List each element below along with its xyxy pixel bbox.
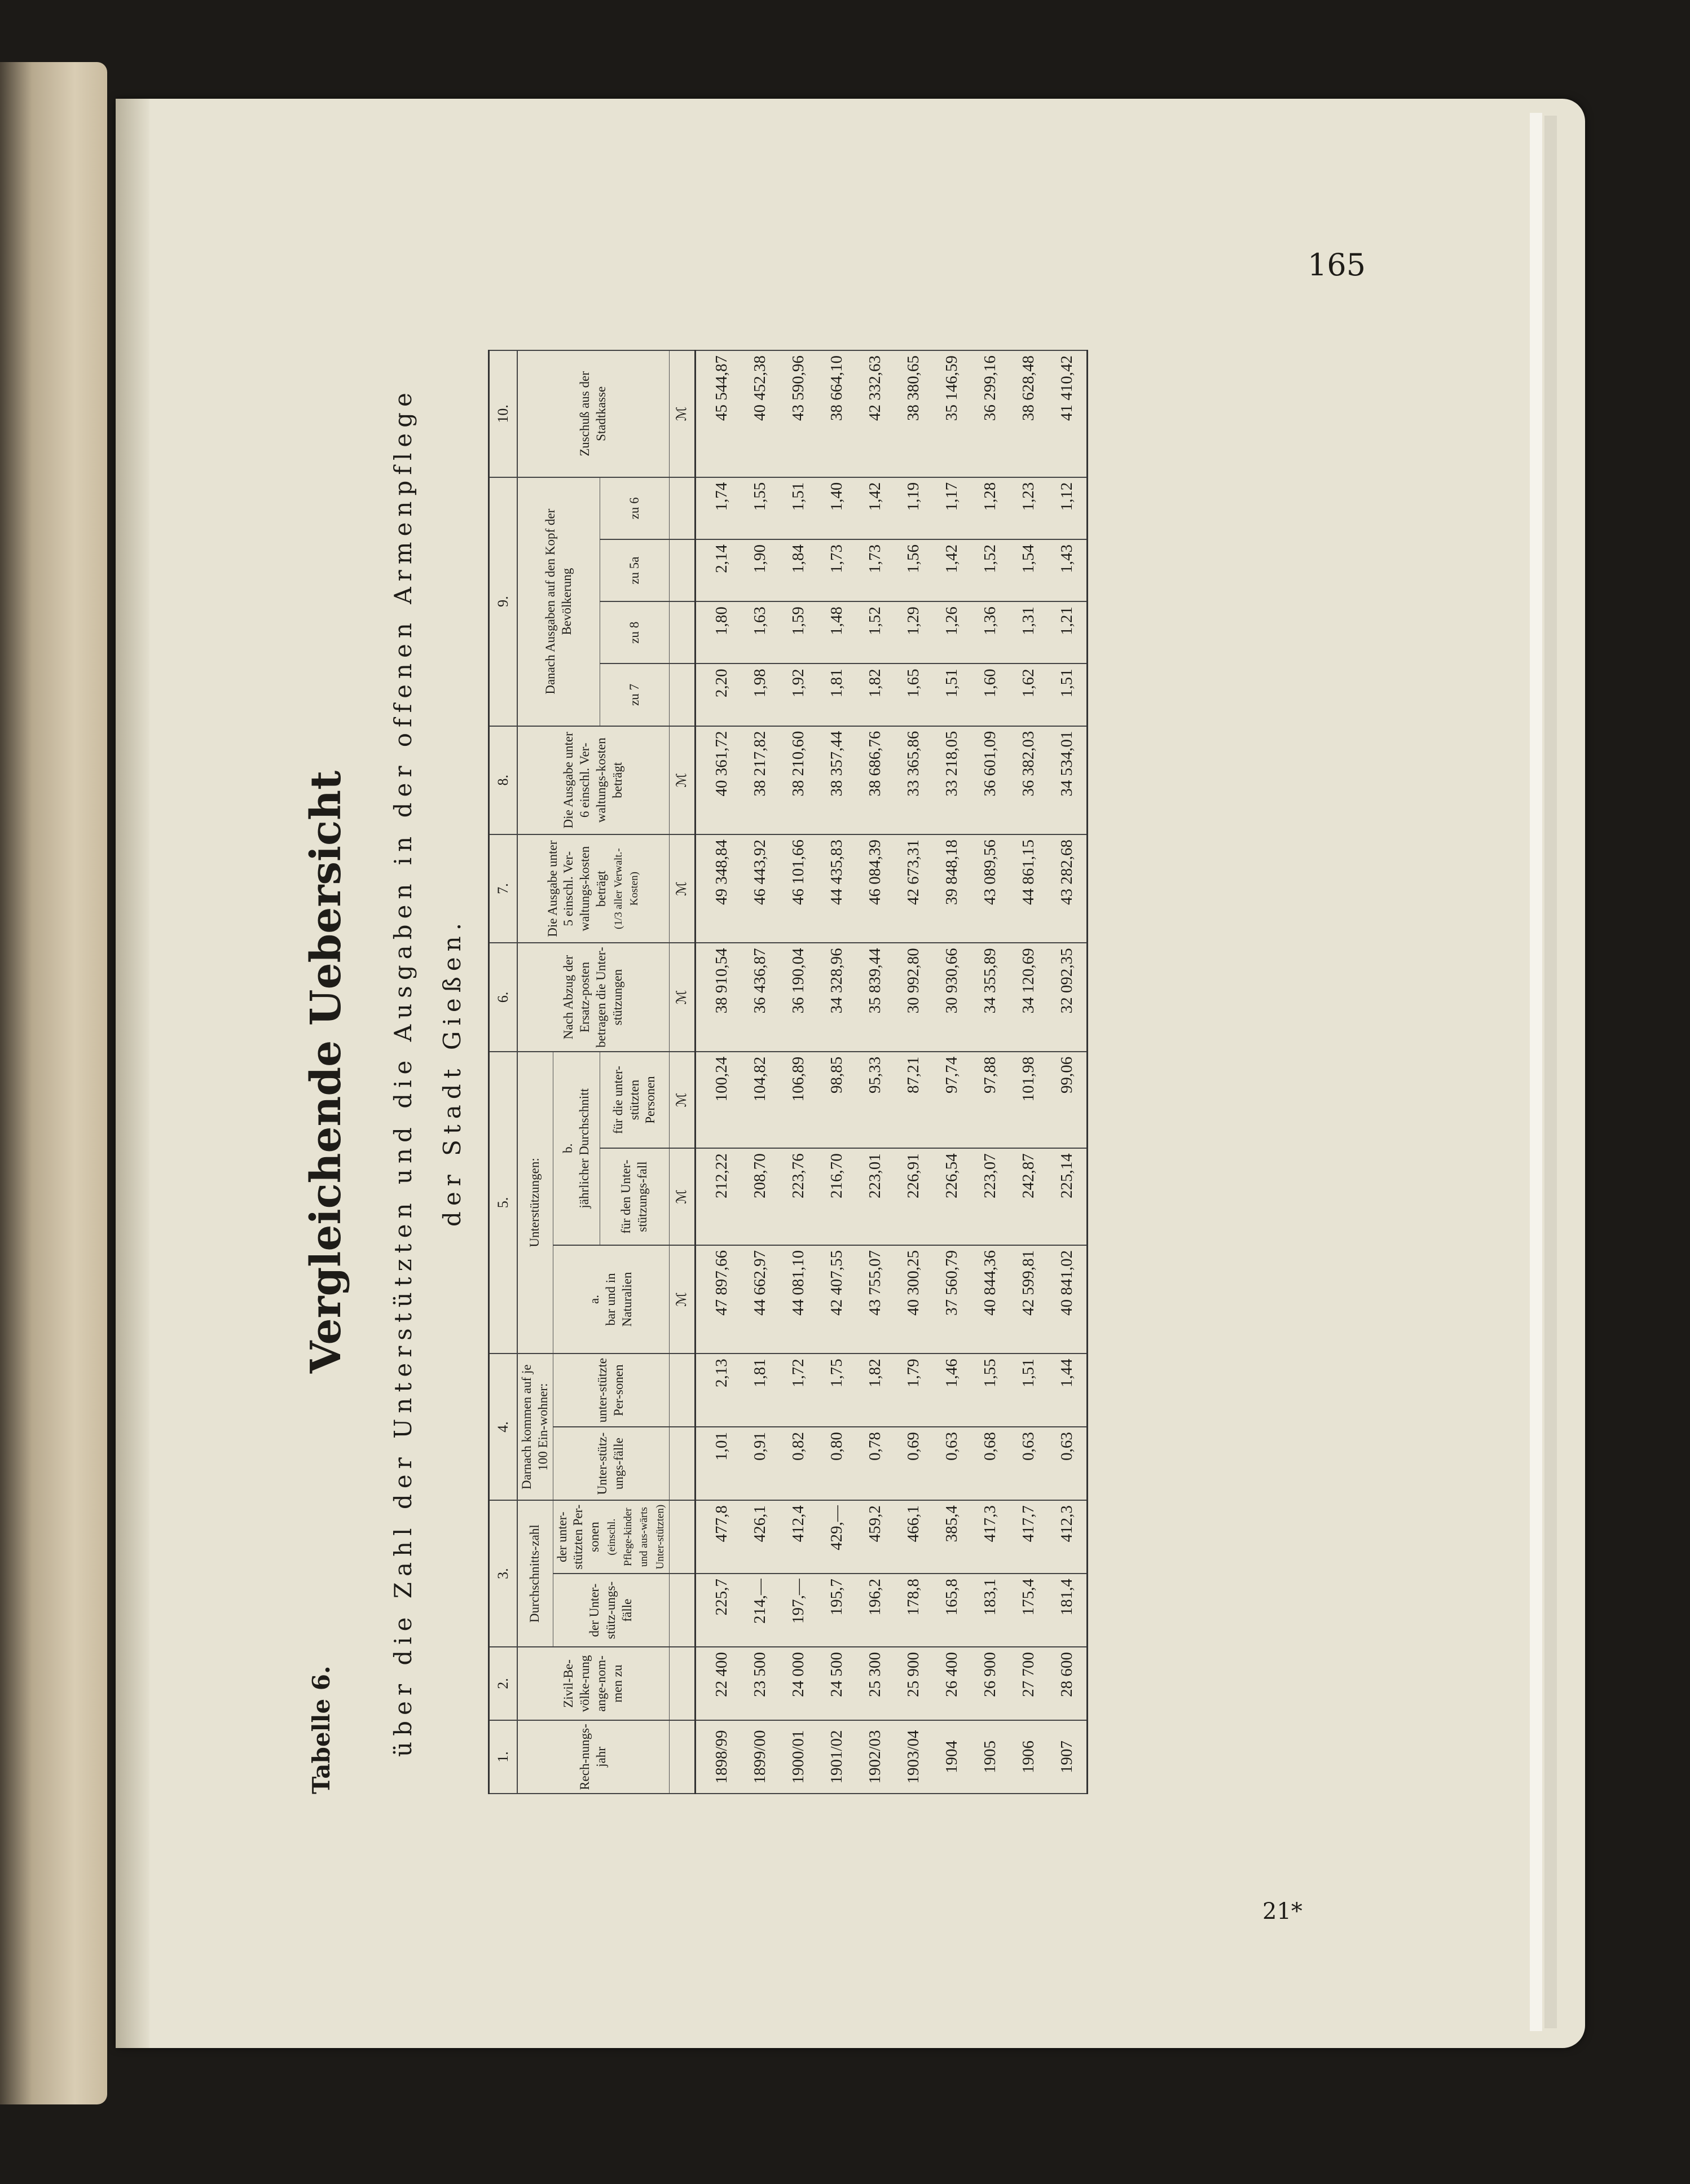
year-cell: 1901/02 <box>818 1720 856 1794</box>
table-cell: 1,01 <box>695 1427 741 1500</box>
header-per-capita-5a: zu 5a <box>600 539 669 601</box>
table-cell: 1,81 <box>741 1354 780 1427</box>
rotated-table-block <box>302 350 1317 1794</box>
table-cell: 36 190,04 <box>780 943 818 1051</box>
table-cell: 43 590,96 <box>780 350 818 477</box>
table-cell: 0,78 <box>856 1427 895 1500</box>
table-cell: 34 120,69 <box>1010 943 1048 1051</box>
table-cell: 429,— <box>818 1500 856 1574</box>
table-cell: 26 400 <box>933 1647 971 1720</box>
table-row <box>933 350 971 1794</box>
table-cell: 28 600 <box>1048 1647 1088 1720</box>
column-number-6: 6. <box>489 943 518 1051</box>
table-cell: 38 628,48 <box>1010 350 1048 477</box>
table-cell: 1,55 <box>741 477 780 539</box>
table-cell: 1,60 <box>971 663 1010 726</box>
header-cash-letter: a. <box>587 1295 601 1304</box>
table-cell: 30 930,66 <box>933 943 971 1051</box>
header-per-100-inhabitants: Darnach kommen auf je 100 Ein-wohner: <box>517 1354 553 1500</box>
year-cell: 1903/04 <box>895 1720 933 1794</box>
table-cell: 0,80 <box>818 1427 856 1500</box>
table-cell: 196,2 <box>856 1574 895 1647</box>
unit-cell-empty <box>669 1720 695 1794</box>
table-cell: 2,14 <box>695 539 741 601</box>
table-cell: 41 410,42 <box>1048 350 1088 477</box>
column-number-1: 1. <box>489 1720 518 1794</box>
table-cell: 25 300 <box>856 1647 895 1720</box>
table-cell: 1,44 <box>1048 1354 1088 1427</box>
header-per-capita: Danach Ausgaben auf den Kopf der Bevölkerung <box>517 477 600 726</box>
table-cell: 1,23 <box>1010 477 1048 539</box>
table-cell: 1,46 <box>933 1354 971 1427</box>
table-cell: 0,91 <box>741 1427 780 1500</box>
table-cell: 43 089,56 <box>971 834 1010 943</box>
table-cell: 223,07 <box>971 1148 1010 1245</box>
table-cell: 175,4 <box>1010 1574 1048 1647</box>
unit-cell-empty <box>669 663 695 726</box>
table-cell: 1,79 <box>895 1354 933 1427</box>
table-cell: 1,28 <box>971 477 1010 539</box>
table-header <box>489 350 696 1794</box>
table-cell: 385,4 <box>933 1500 971 1574</box>
unit-cell-empty <box>669 1574 695 1647</box>
table-cell: 27 700 <box>1010 1647 1048 1720</box>
table-cell: 40 844,36 <box>971 1245 1010 1354</box>
table-cell: 40 361,72 <box>695 726 741 834</box>
table-cell: 1,12 <box>1048 477 1088 539</box>
table-cell: 23 500 <box>741 1647 780 1720</box>
table-cell: 1,75 <box>818 1354 856 1427</box>
unit-cell-empty <box>669 1500 695 1574</box>
table-title: Vergleichende Uebersicht <box>302 770 350 1374</box>
table-subtitle-line2: der Stadt Gießen. <box>438 917 466 1227</box>
table-row <box>1048 350 1088 1794</box>
table-row <box>971 350 1010 1794</box>
table-cell: 466,1 <box>895 1500 933 1574</box>
header-supported-persons-note: (einschl. Pflege-kinder und aus-wärts Unter-stützten) <box>605 1504 666 1570</box>
year-cell: 1905 <box>971 1720 1010 1794</box>
table-cell: 212,22 <box>695 1148 741 1245</box>
table-cell: 426,1 <box>741 1500 780 1574</box>
table-cell: 95,33 <box>856 1052 895 1149</box>
table-cell: 33 365,86 <box>895 726 933 834</box>
unit-mark-6: ℳ <box>669 943 695 1051</box>
table-cell: 42 599,81 <box>1010 1245 1048 1354</box>
table-cell: 25 900 <box>895 1647 933 1720</box>
table-cell: 183,1 <box>971 1574 1010 1647</box>
table-cell: 45 544,87 <box>695 350 741 477</box>
table-cell: 1,63 <box>741 601 780 663</box>
header-expenditure-5-text: Die Ausgabe unter 5 einschl. Ver-waltungs-kosten beträgt <box>545 840 608 937</box>
unit-cell-empty <box>669 601 695 663</box>
table-cell: 30 992,80 <box>895 943 933 1051</box>
table-row <box>895 350 933 1794</box>
table-cell: 34 355,89 <box>971 943 1010 1051</box>
table-cell: 106,89 <box>780 1052 818 1149</box>
table-cell: 225,7 <box>695 1574 741 1647</box>
table-cell: 1,82 <box>856 663 895 726</box>
header-annual-text: jährlicher Durchschnitt <box>576 1088 591 1209</box>
table-cell: 101,98 <box>1010 1052 1048 1149</box>
unit-cell-empty <box>669 1354 695 1427</box>
table-cell: 34 534,01 <box>1048 726 1088 834</box>
table-cell: 1,31 <box>1010 601 1048 663</box>
header-cash-text: bar und in Naturalien <box>603 1272 634 1327</box>
header-net-support: Nach Abzug der Ersatz-posten betragen die Unter-stützungen <box>517 943 669 1051</box>
header-expenditure-6: Die Ausgabe unter 6 einschl. Ver-waltungs-kosten beträgt <box>517 726 669 834</box>
year-cell: 1902/03 <box>856 1720 895 1794</box>
table-cell: 0,63 <box>933 1427 971 1500</box>
table-cell: 26 900 <box>971 1647 1010 1720</box>
table-cell: 46 084,39 <box>856 834 895 943</box>
table-cell: 417,3 <box>971 1500 1010 1574</box>
header-expenditure-5-note: (1/3 aller Verwalt.-Kosten) <box>612 848 641 929</box>
table-cell: 36 382,03 <box>1010 726 1048 834</box>
table-cell: 40 452,38 <box>741 350 780 477</box>
statistics-table <box>488 350 1088 1794</box>
header-per-capita-6: zu 6 <box>600 477 669 539</box>
table-cell: 216,70 <box>818 1148 856 1245</box>
table-cell: 1,36 <box>971 601 1010 663</box>
table-body <box>695 350 1087 1794</box>
header-city-subsidy: Zuschuß aus der Stadtkasse <box>517 350 669 477</box>
table-cell: 459,2 <box>856 1500 895 1574</box>
unit-cell-empty <box>669 1427 695 1500</box>
table-cell: 181,4 <box>1048 1574 1088 1647</box>
table-cell: 35 146,59 <box>933 350 971 477</box>
table-cell: 38 210,60 <box>780 726 818 834</box>
table-cell: 1,80 <box>695 601 741 663</box>
table-cell: 223,76 <box>780 1148 818 1245</box>
table-row <box>695 350 741 1794</box>
table-cell: 0,68 <box>971 1427 1010 1500</box>
table-cell: 47 897,66 <box>695 1245 741 1354</box>
header-persons-per-100: unter-stützte Per-sonen <box>553 1354 669 1427</box>
signature-mark: 21* <box>1262 1899 1302 1924</box>
unit-row <box>669 350 695 1794</box>
unit-mark-10: ℳ <box>669 350 695 477</box>
table-cell: 49 348,84 <box>695 834 741 943</box>
table-cell: 0,69 <box>895 1427 933 1500</box>
table-cell: 1,42 <box>856 477 895 539</box>
table-cell: 43 282,68 <box>1048 834 1088 943</box>
table-cell: 2,13 <box>695 1354 741 1427</box>
table-cell: 42 673,31 <box>895 834 933 943</box>
table-cell: 44 435,83 <box>818 834 856 943</box>
table-cell: 1,40 <box>818 477 856 539</box>
table-cell: 97,88 <box>971 1052 1010 1149</box>
table-cell: 42 332,63 <box>856 350 895 477</box>
table-cell: 214,— <box>741 1574 780 1647</box>
table-cell: 1,62 <box>1010 663 1048 726</box>
table-cell: 36 299,16 <box>971 350 1010 477</box>
table-cell: 34 328,96 <box>818 943 856 1051</box>
table-cell: 1,73 <box>818 539 856 601</box>
table-cell: 412,3 <box>1048 1500 1088 1574</box>
table-cell: 1,59 <box>780 601 818 663</box>
unit-mark-5b2: ℳ <box>669 1052 695 1149</box>
table-cell: 1,51 <box>780 477 818 539</box>
table-cell: 1,52 <box>856 601 895 663</box>
table-cell: 226,54 <box>933 1148 971 1245</box>
table-cell: 100,24 <box>695 1052 741 1149</box>
table-cell: 36 601,09 <box>971 726 1010 834</box>
page-number: 165 <box>1308 247 1366 283</box>
year-cell: 1900/01 <box>780 1720 818 1794</box>
table-cell: 0,82 <box>780 1427 818 1500</box>
unit-cell-empty <box>669 477 695 539</box>
table-cell: 1,29 <box>895 601 933 663</box>
table-cell: 87,21 <box>895 1052 933 1149</box>
header-annual-letter: b. <box>561 1143 575 1153</box>
column-number-10: 10. <box>489 350 518 477</box>
table-cell: 40 300,25 <box>895 1245 933 1354</box>
table-row <box>856 350 895 1794</box>
header-annual-average <box>553 1052 600 1245</box>
table-cell: 1,56 <box>895 539 933 601</box>
table-row <box>741 350 780 1794</box>
table-cell: 46 101,66 <box>780 834 818 943</box>
table-cell: 165,8 <box>933 1574 971 1647</box>
table-cell: 1,43 <box>1048 539 1088 601</box>
table-cell: 1,51 <box>1010 1354 1048 1427</box>
table-cell: 1,84 <box>780 539 818 601</box>
header-support: Unterstützungen: <box>517 1052 553 1354</box>
table-cell: 208,70 <box>741 1148 780 1245</box>
header-population: Zivil-Be-völke-rung ange-nom-men zu <box>517 1647 669 1720</box>
table-cell: 38 686,76 <box>856 726 895 834</box>
header-cases-per-100: Unter-stütz-ungs-fälle <box>553 1427 669 1500</box>
header-per-capita-8: zu 8 <box>600 601 669 663</box>
table-cell: 98,85 <box>818 1052 856 1149</box>
table-cell: 1,51 <box>1048 663 1088 726</box>
table-cell: 477,8 <box>695 1500 741 1574</box>
header-cash-and-kind <box>553 1245 669 1354</box>
year-cell: 1898/99 <box>695 1720 741 1794</box>
unit-cell-empty <box>669 539 695 601</box>
table-cell: 104,82 <box>741 1052 780 1149</box>
left-page-edge <box>0 62 107 2104</box>
table-cell: 1,65 <box>895 663 933 726</box>
page-edge-strip <box>1530 113 1542 2031</box>
table-cell: 40 841,02 <box>1048 1245 1088 1354</box>
table-cell: 1,54 <box>1010 539 1048 601</box>
table-cell: 1,17 <box>933 477 971 539</box>
table-cell: 0,63 <box>1048 1427 1088 1500</box>
table-cell: 22 400 <box>695 1647 741 1720</box>
table-cell: 38 380,65 <box>895 350 933 477</box>
table-cell: 195,7 <box>818 1574 856 1647</box>
year-cell: 1904 <box>933 1720 971 1794</box>
table-cell: 417,7 <box>1010 1500 1048 1574</box>
table-cell: 1,90 <box>741 539 780 601</box>
header-support-cases: der Unter-stütz-ungs-fälle <box>553 1574 669 1647</box>
table-cell: 33 218,05 <box>933 726 971 834</box>
table-cell: 223,01 <box>856 1148 895 1245</box>
column-number-4: 4. <box>489 1354 518 1500</box>
table-row <box>780 350 818 1794</box>
table-cell: 42 407,55 <box>818 1245 856 1354</box>
table-cell: 226,91 <box>895 1148 933 1245</box>
table-cell: 38 664,10 <box>818 350 856 477</box>
table-cell: 35 839,44 <box>856 943 895 1051</box>
table-cell: 38 910,54 <box>695 943 741 1051</box>
table-cell: 1,72 <box>780 1354 818 1427</box>
unit-mark-8: ℳ <box>669 726 695 834</box>
table-cell: 44 081,10 <box>780 1245 818 1354</box>
header-supported-persons <box>553 1500 669 1574</box>
table-cell: 97,74 <box>933 1052 971 1149</box>
table-cell: 1,92 <box>780 663 818 726</box>
table-cell: 36 436,87 <box>741 943 780 1051</box>
table-cell: 1,21 <box>1048 601 1088 663</box>
table-cell: 1,73 <box>856 539 895 601</box>
table-cell: 38 217,82 <box>741 726 780 834</box>
table-cell: 1,19 <box>895 477 933 539</box>
table-cell: 39 848,18 <box>933 834 971 943</box>
header-per-person: für die unter-stützten Personen <box>600 1052 669 1149</box>
unit-mark-5a: ℳ <box>669 1245 695 1354</box>
table-cell: 1,42 <box>933 539 971 601</box>
header-fiscal-year: Rech-nungs-jahr <box>517 1720 669 1794</box>
unit-cell-empty <box>669 1647 695 1720</box>
table-cell: 37 560,79 <box>933 1245 971 1354</box>
table-cell: 2,20 <box>695 663 741 726</box>
table-cell: 242,87 <box>1010 1148 1048 1245</box>
table-row <box>818 350 856 1794</box>
table-cell: 178,8 <box>895 1574 933 1647</box>
table-cell: 1,55 <box>971 1354 1010 1427</box>
page-edge-strip-inner <box>1544 116 1557 2028</box>
year-cell: 1907 <box>1048 1720 1088 1794</box>
table-cell: 1,74 <box>695 477 741 539</box>
table-cell: 32 092,35 <box>1048 943 1088 1051</box>
table-cell: 1,52 <box>971 539 1010 601</box>
column-number-9: 9. <box>489 477 518 726</box>
table-cell: 46 443,92 <box>741 834 780 943</box>
header-per-capita-7: zu 7 <box>600 663 669 726</box>
header-per-case: für den Unter-stützungs-fall <box>600 1148 669 1245</box>
table-cell: 44 662,97 <box>741 1245 780 1354</box>
header-group-row <box>517 350 553 1794</box>
table-cell: 1,48 <box>818 601 856 663</box>
column-number-8: 8. <box>489 726 518 834</box>
column-number-7: 7. <box>489 834 518 943</box>
table-caption: Tabelle 6. <box>307 1666 335 1794</box>
header-expenditure-5 <box>517 834 669 943</box>
table-cell: 44 861,15 <box>1010 834 1048 943</box>
column-number-row <box>489 350 518 1794</box>
table-cell: 1,51 <box>933 663 971 726</box>
table-cell: 412,4 <box>780 1500 818 1574</box>
page-gutter <box>116 99 149 2048</box>
header-supported-persons-text: der unter-stützten Per-sonen <box>554 1504 601 1570</box>
column-number-3: 3. <box>489 1500 518 1647</box>
table-cell: 99,06 <box>1048 1052 1088 1149</box>
table-cell: 24 500 <box>818 1647 856 1720</box>
table-cell: 1,81 <box>818 663 856 726</box>
unit-mark-5b1: ℳ <box>669 1148 695 1245</box>
header-average-count: Durchschnitts-zahl <box>517 1500 553 1647</box>
table-subtitle-line1: über die Zahl der Unterstützten und die Ausgaben in der offenen Armenpflege <box>389 387 417 1757</box>
table-cell: 225,14 <box>1048 1148 1088 1245</box>
table-cell: 43 755,07 <box>856 1245 895 1354</box>
table-cell: 197,— <box>780 1574 818 1647</box>
table-cell: 0,63 <box>1010 1427 1048 1500</box>
column-number-2: 2. <box>489 1647 518 1720</box>
table-row <box>1010 350 1048 1794</box>
table-cell: 1,98 <box>741 663 780 726</box>
table-cell: 1,26 <box>933 601 971 663</box>
year-cell: 1899/00 <box>741 1720 780 1794</box>
year-cell: 1906 <box>1010 1720 1048 1794</box>
column-number-5: 5. <box>489 1052 518 1354</box>
table-cell: 1,82 <box>856 1354 895 1427</box>
table-cell: 38 357,44 <box>818 726 856 834</box>
unit-mark-7: ℳ <box>669 834 695 943</box>
table-cell: 24 000 <box>780 1647 818 1720</box>
